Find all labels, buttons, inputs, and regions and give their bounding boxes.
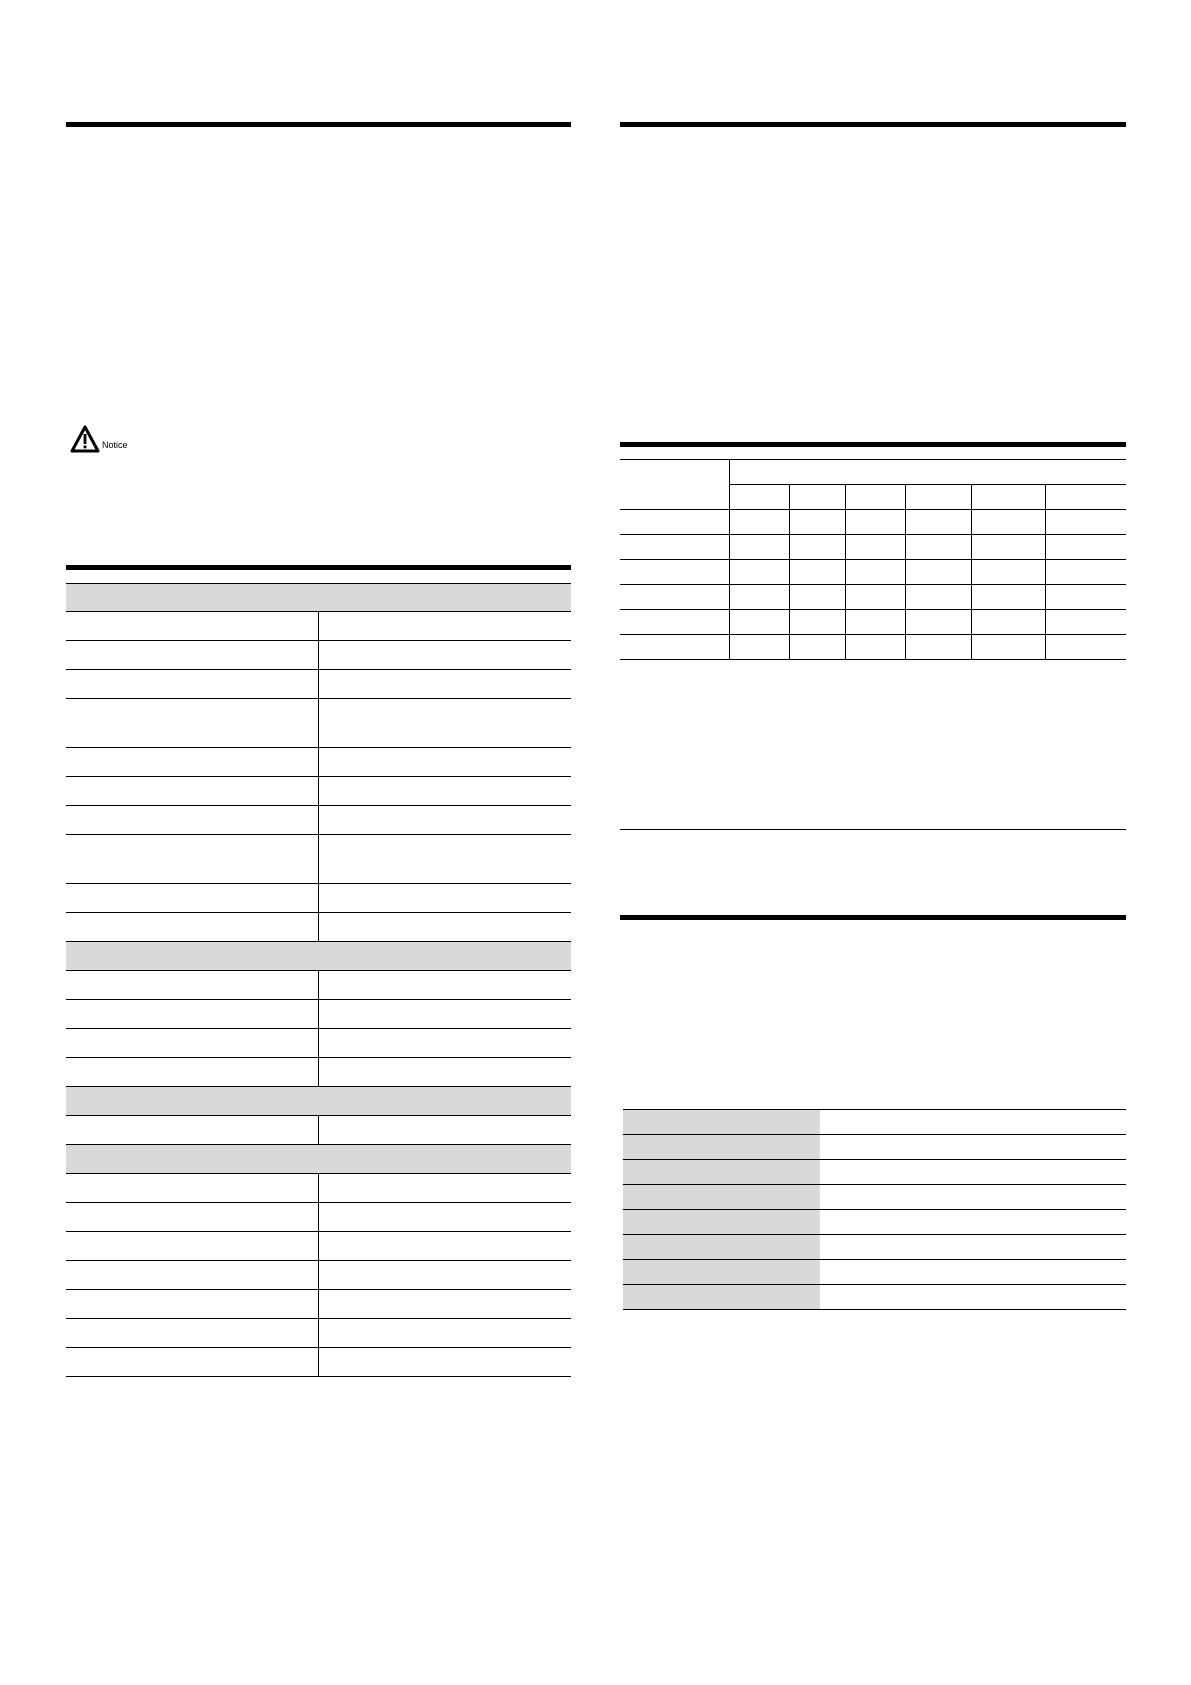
spec-label — [66, 806, 319, 835]
small-table-key — [623, 1110, 820, 1135]
spec-value — [319, 884, 572, 913]
spec-section-title — [66, 1145, 571, 1174]
table-row — [66, 884, 571, 913]
grid-cell — [729, 560, 789, 585]
grid-row-label — [620, 610, 729, 635]
grid-cell — [789, 585, 845, 610]
grid-cell — [905, 585, 971, 610]
table-row — [623, 1235, 1126, 1260]
grid-cell — [1045, 560, 1126, 585]
grid-cell — [845, 510, 905, 535]
grid-cell — [729, 510, 789, 535]
spec-value — [319, 913, 572, 942]
spec-label — [66, 748, 319, 777]
grid-cell — [789, 510, 845, 535]
grid-header — [729, 460, 1126, 485]
spec-value — [319, 1116, 572, 1145]
spec-section-header — [66, 942, 571, 971]
table-row — [66, 1261, 571, 1290]
grid-cell — [1045, 610, 1126, 635]
grid-cell — [1045, 535, 1126, 560]
grid-cell — [971, 635, 1045, 660]
spec-label — [66, 971, 319, 1000]
table-row — [620, 635, 1126, 660]
grid-subheader — [905, 485, 971, 510]
spec-value — [319, 1174, 572, 1203]
spec-label — [66, 1116, 319, 1145]
spec-label — [66, 1319, 319, 1348]
grid-cell — [1045, 635, 1126, 660]
grid-row-label — [620, 535, 729, 560]
small-table-value — [820, 1260, 1126, 1285]
grid-cell — [845, 610, 905, 635]
grid-row-label — [620, 585, 729, 610]
spec-value — [319, 1000, 572, 1029]
small-table-key — [623, 1185, 820, 1210]
table-row — [66, 612, 571, 641]
table-row — [66, 1029, 571, 1058]
spec-value — [319, 641, 572, 670]
notice — [70, 425, 128, 453]
spec-section-header — [66, 584, 571, 612]
spec-section-title — [66, 942, 571, 971]
grid-row-label — [620, 635, 729, 660]
spec-value — [319, 806, 572, 835]
spec-value — [319, 748, 572, 777]
small-table-value — [820, 1210, 1126, 1235]
grid-subheader — [971, 485, 1045, 510]
spec-table — [66, 583, 571, 1377]
spec-value — [319, 699, 572, 748]
spec-label — [66, 670, 319, 699]
table-row — [66, 1319, 571, 1348]
spec-value — [319, 1348, 572, 1377]
table-row — [66, 748, 571, 777]
spec-label — [66, 835, 319, 884]
table-row — [66, 1348, 571, 1377]
table-row — [66, 1000, 571, 1029]
small-table-key — [623, 1285, 820, 1310]
grid-cell — [729, 535, 789, 560]
grid-cell — [905, 510, 971, 535]
table-row — [623, 1135, 1126, 1160]
grid-cell — [845, 535, 905, 560]
small-table-key — [623, 1135, 820, 1160]
grid-cell — [905, 560, 971, 585]
table-row — [66, 835, 571, 884]
table-row — [620, 535, 1126, 560]
table-row — [623, 1210, 1126, 1235]
spec-value — [319, 1029, 572, 1058]
table-row — [623, 1160, 1126, 1185]
spec-label — [66, 699, 319, 748]
table-row — [66, 1290, 571, 1319]
grid-cell — [905, 535, 971, 560]
spec-label — [66, 913, 319, 942]
spec-value — [319, 1290, 572, 1319]
grid-corner-cell — [620, 460, 729, 510]
grid-cell — [789, 560, 845, 585]
grid-cell — [1045, 585, 1126, 610]
grid-table-rule — [620, 442, 1126, 447]
left-top-rule — [66, 122, 571, 127]
grid-subheader — [1045, 485, 1126, 510]
small-table-value — [820, 1285, 1126, 1310]
grid-subheader — [729, 485, 789, 510]
spec-section-title — [66, 584, 571, 612]
notice-label: Notice — [102, 440, 128, 450]
grid-cell — [971, 585, 1045, 610]
table-row — [623, 1185, 1126, 1210]
spec-value — [319, 670, 572, 699]
spec-label — [66, 1203, 319, 1232]
table-row — [623, 1260, 1126, 1285]
grid-cell — [729, 585, 789, 610]
grid-cell — [845, 560, 905, 585]
right-separator-line — [620, 829, 1126, 830]
spec-label — [66, 1000, 319, 1029]
table-row — [620, 560, 1126, 585]
spec-section-title — [66, 1087, 571, 1116]
table-row — [623, 1285, 1126, 1310]
spec-label — [66, 884, 319, 913]
table-row — [66, 1232, 571, 1261]
table-row — [66, 1174, 571, 1203]
grid-subheader — [789, 485, 845, 510]
small-table-value — [820, 1235, 1126, 1260]
spec-label — [66, 1174, 319, 1203]
table-row — [66, 806, 571, 835]
right-lower-rule — [620, 915, 1126, 920]
spec-section-header — [66, 1087, 571, 1116]
table-row — [66, 641, 571, 670]
grid-cell — [971, 610, 1045, 635]
spec-label — [66, 1261, 319, 1290]
spec-value — [319, 835, 572, 884]
grid-subheader — [845, 485, 905, 510]
table-row — [66, 699, 571, 748]
spec-label — [66, 1232, 319, 1261]
spec-label — [66, 641, 319, 670]
grid-cell — [789, 610, 845, 635]
spec-label — [66, 612, 319, 641]
spec-value — [319, 1261, 572, 1290]
small-table-key — [623, 1260, 820, 1285]
table-row — [66, 913, 571, 942]
grid-cell — [905, 610, 971, 635]
spec-value — [319, 1319, 572, 1348]
spec-value — [319, 612, 572, 641]
grid-cell — [905, 635, 971, 660]
grid-row-label — [620, 560, 729, 585]
grid-table — [620, 460, 1126, 660]
spec-value — [319, 971, 572, 1000]
spec-label — [66, 1058, 319, 1087]
small-table-value — [820, 1110, 1126, 1135]
table-row — [66, 1203, 571, 1232]
spec-label — [66, 1348, 319, 1377]
spec-section-header — [66, 1145, 571, 1174]
grid-header-row — [620, 460, 1126, 485]
grid-cell — [789, 535, 845, 560]
spec-label — [66, 1029, 319, 1058]
spec-value — [319, 1232, 572, 1261]
table-row — [66, 670, 571, 699]
spec-table-rule — [66, 565, 571, 570]
table-row — [620, 585, 1126, 610]
small-table-key — [623, 1235, 820, 1260]
grid-cell — [971, 510, 1045, 535]
grid-cell — [845, 635, 905, 660]
grid-cell — [1045, 510, 1126, 535]
small-table — [623, 1109, 1126, 1310]
grid-cell — [845, 585, 905, 610]
grid-cell — [789, 635, 845, 660]
warning-triangle-icon — [70, 425, 100, 453]
small-table-key — [623, 1160, 820, 1185]
table-row — [620, 610, 1126, 635]
small-table-value — [820, 1185, 1126, 1210]
table-row — [66, 971, 571, 1000]
small-table-value — [820, 1135, 1126, 1160]
spec-label — [66, 777, 319, 806]
grid-row-label — [620, 510, 729, 535]
spec-value — [319, 1203, 572, 1232]
table-row — [66, 1116, 571, 1145]
table-row — [66, 777, 571, 806]
small-table-value — [820, 1160, 1126, 1185]
small-table-key — [623, 1210, 820, 1235]
table-row — [66, 1058, 571, 1087]
grid-cell — [971, 535, 1045, 560]
spec-value — [319, 1058, 572, 1087]
grid-cell — [971, 560, 1045, 585]
right-top-rule — [620, 122, 1126, 127]
spec-label — [66, 1290, 319, 1319]
table-row — [620, 510, 1126, 535]
grid-cell — [729, 635, 789, 660]
grid-cell — [729, 610, 789, 635]
table-row — [623, 1110, 1126, 1135]
spec-value — [319, 777, 572, 806]
